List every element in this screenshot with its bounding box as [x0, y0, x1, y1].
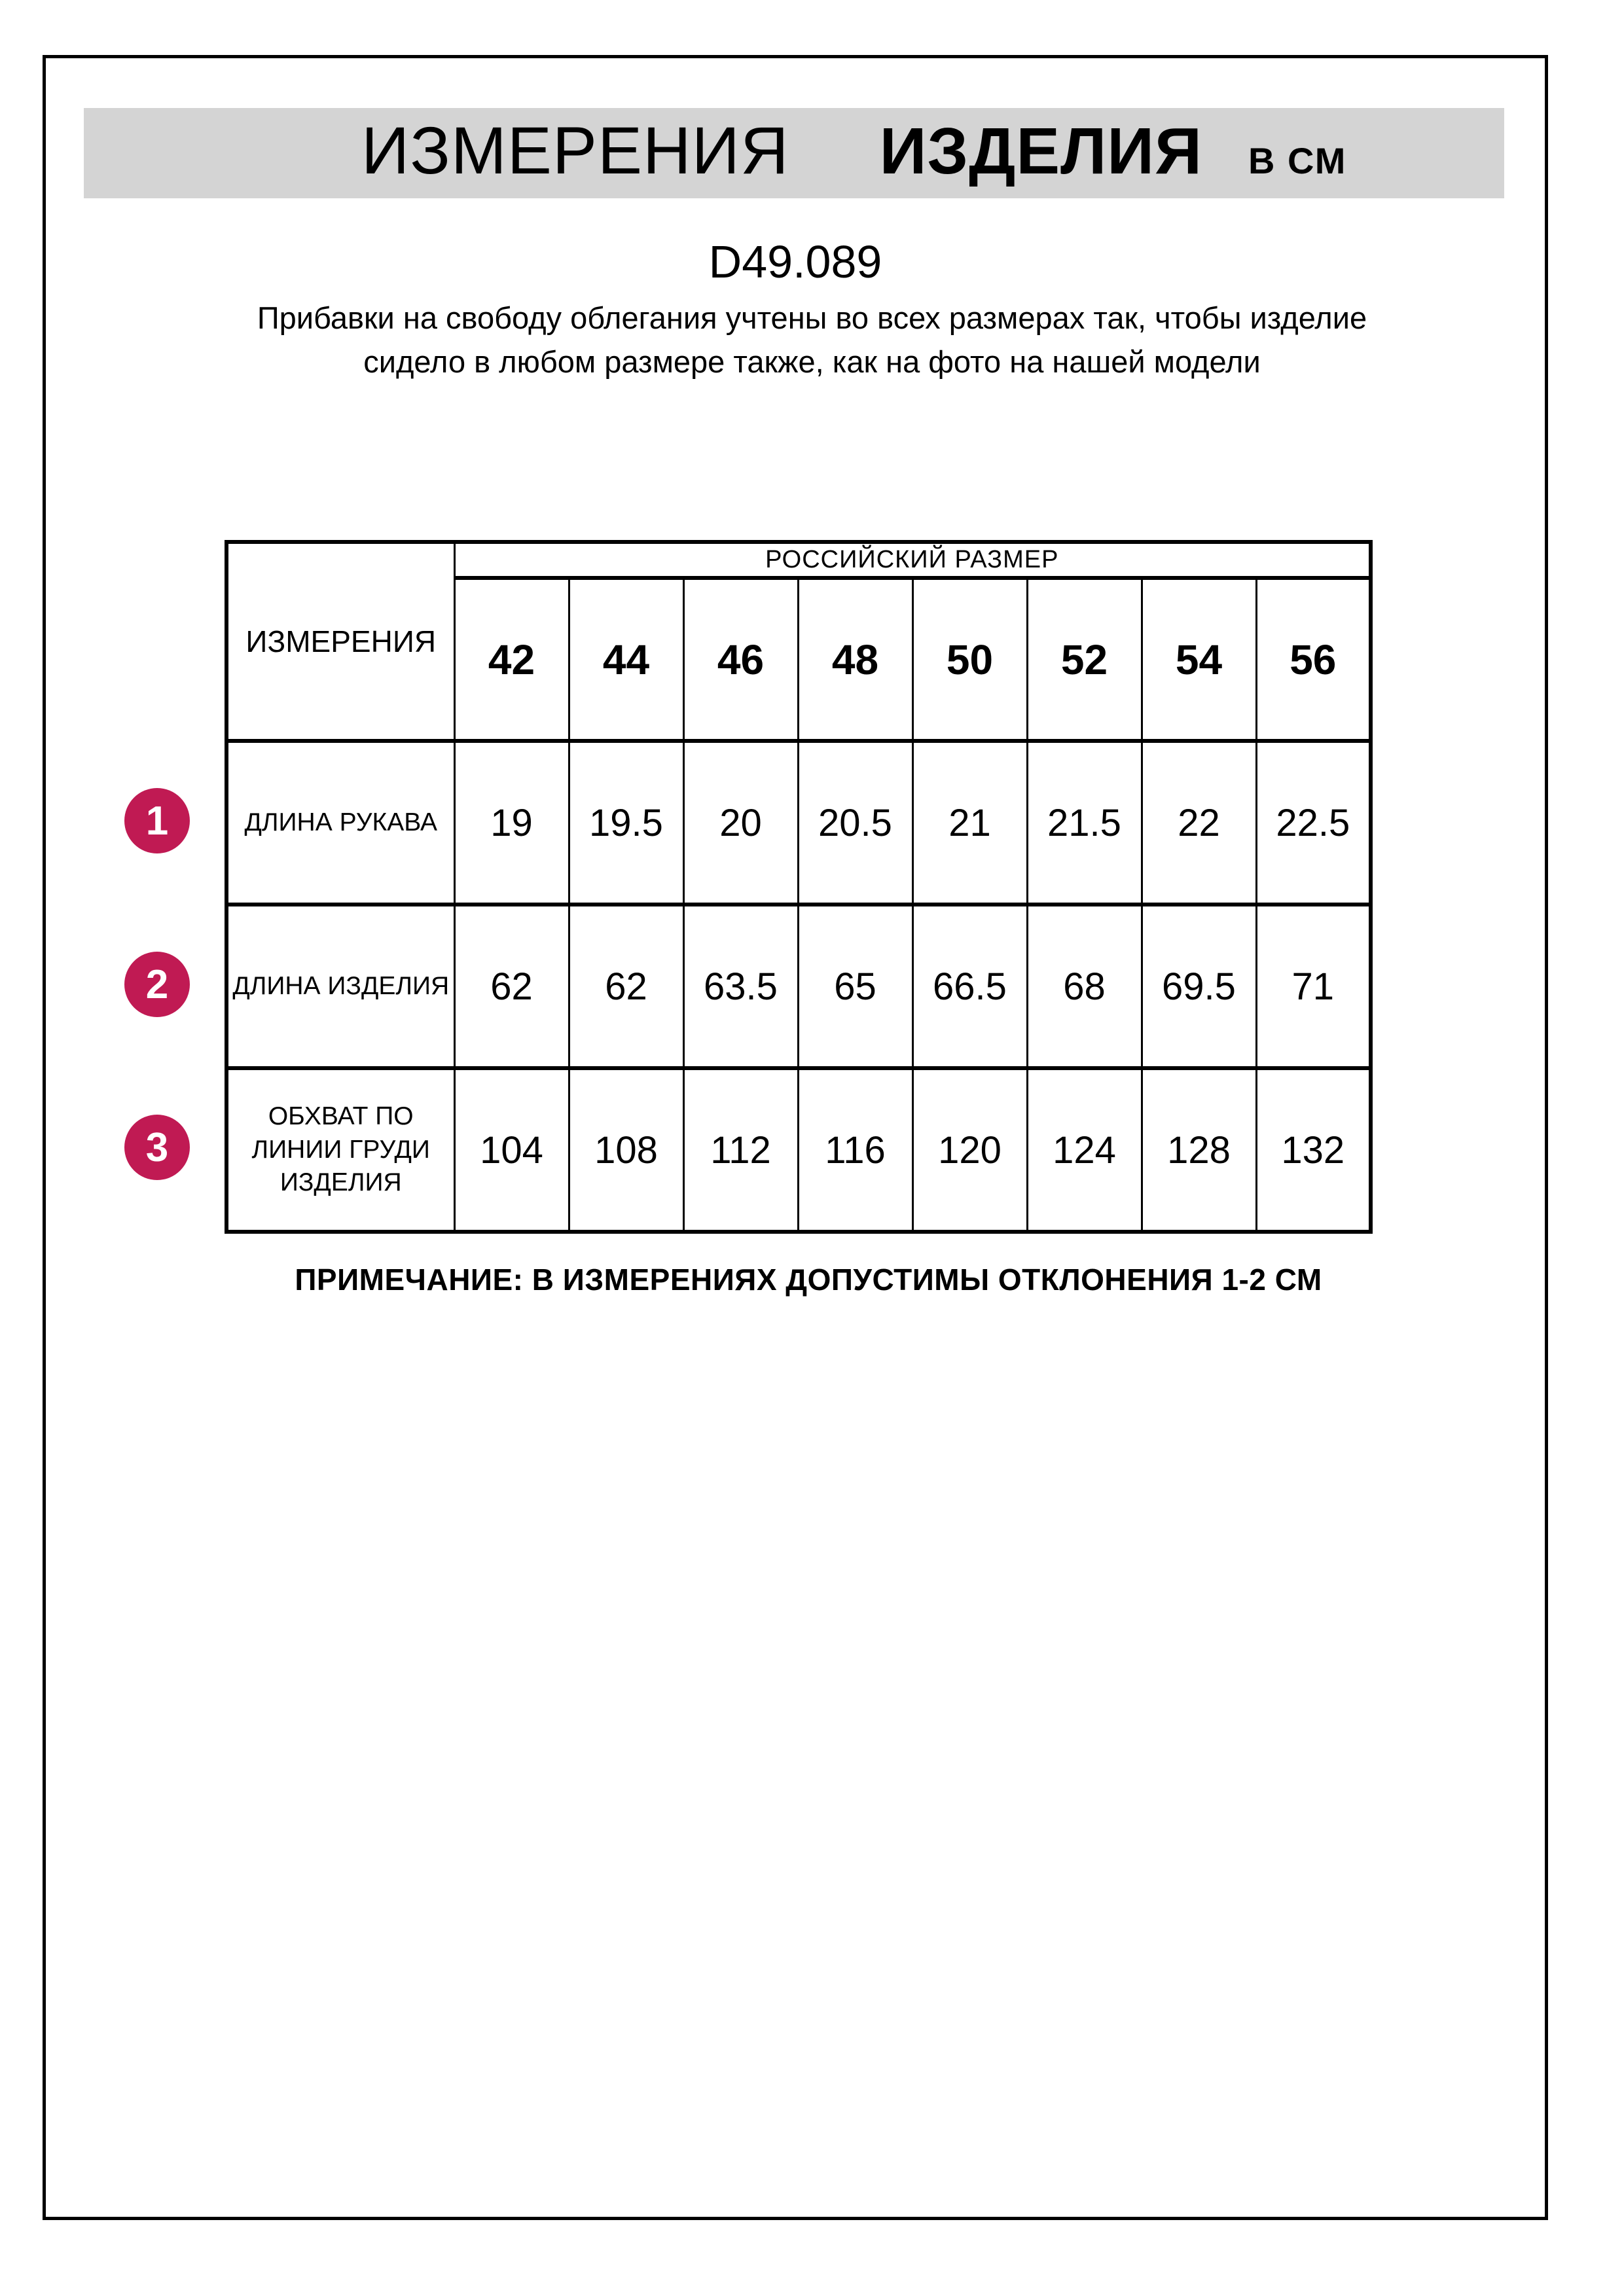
- measurement-value: 108: [569, 1068, 683, 1232]
- measurement-value: 116: [798, 1068, 912, 1232]
- measurement-value: 69.5: [1142, 905, 1256, 1068]
- page-title-unit: В СМ: [1248, 140, 1347, 181]
- measurement-value: 71: [1256, 905, 1371, 1068]
- measurement-value: 132: [1256, 1068, 1371, 1232]
- size-header-44: 44: [569, 578, 683, 741]
- title-band: [84, 108, 1504, 198]
- corner-header-cell: ИЗМЕРЕНИЯ: [226, 542, 454, 741]
- size-header-48: 48: [798, 578, 912, 741]
- group-header-cell: РОССИЙСКИЙ РАЗМЕР: [454, 542, 1371, 578]
- article-code: D49.089: [708, 236, 882, 287]
- note-text: ПРИМЕЧАНИЕ: В ИЗМЕРЕНИЯХ ДОПУСТИМЫ ОТКЛОНЕНИЯ 1-2 СМ: [295, 1263, 1322, 1297]
- group-header-row: [226, 542, 1371, 578]
- measurement-value: 112: [683, 1068, 798, 1232]
- measurement-value: 62: [454, 905, 569, 1068]
- table-row: [226, 741, 1371, 905]
- title-band-inner: [84, 113, 1504, 188]
- row-number-badge-3: 3: [124, 1115, 190, 1180]
- intro-text: [0, 296, 1624, 384]
- measurement-value: 124: [1027, 1068, 1142, 1232]
- measurement-value: 21: [912, 741, 1027, 905]
- size-table-body: [226, 741, 1371, 1232]
- measurement-value: 19: [454, 741, 569, 905]
- size-header-56: 56: [1256, 578, 1371, 741]
- size-table: [225, 540, 1373, 1234]
- table-row: [226, 905, 1371, 1068]
- row-number-badge-1: 1: [124, 788, 190, 853]
- measurement-value: 68: [1027, 905, 1142, 1068]
- size-header-42: 42: [454, 578, 569, 741]
- table-row: [226, 1068, 1371, 1232]
- intro-text-content: Прибавки на свободу облегания учтены во всех размерах так, чтобы изделие сидело в любом размере также, как на фото на нашей модели: [257, 300, 1367, 379]
- measurement-value: 21.5: [1027, 741, 1142, 905]
- measurement-value: 62: [569, 905, 683, 1068]
- page-title-main: ИЗМЕРЕНИЯ: [361, 113, 789, 188]
- size-header-52: 52: [1027, 578, 1142, 741]
- page-title-secondary: ИЗДЕЛИЯ: [879, 115, 1203, 188]
- row-label: ДЛИНА ИЗДЕЛИЯ: [226, 905, 454, 1068]
- measurement-value: 128: [1142, 1068, 1256, 1232]
- measurement-value: 19.5: [569, 741, 683, 905]
- measurement-value: 66.5: [912, 905, 1027, 1068]
- row-number-badge-2: 2: [124, 952, 190, 1017]
- measurement-value: 65: [798, 905, 912, 1068]
- row-label: ДЛИНА РУКАВА: [226, 741, 454, 905]
- measurement-value: 20.5: [798, 741, 912, 905]
- row-label: ОБХВАТ ПО ЛИНИИ ГРУДИ ИЗДЕЛИЯ: [226, 1068, 454, 1232]
- measurement-value: 63.5: [683, 905, 798, 1068]
- size-header-50: 50: [912, 578, 1027, 741]
- measurement-value: 22.5: [1256, 741, 1371, 905]
- measurement-value: 120: [912, 1068, 1027, 1232]
- size-header-54: 54: [1142, 578, 1256, 741]
- measurement-value: 20: [683, 741, 798, 905]
- size-header-46: 46: [683, 578, 798, 741]
- measurement-value: 104: [454, 1068, 569, 1232]
- measurement-value: 22: [1142, 741, 1256, 905]
